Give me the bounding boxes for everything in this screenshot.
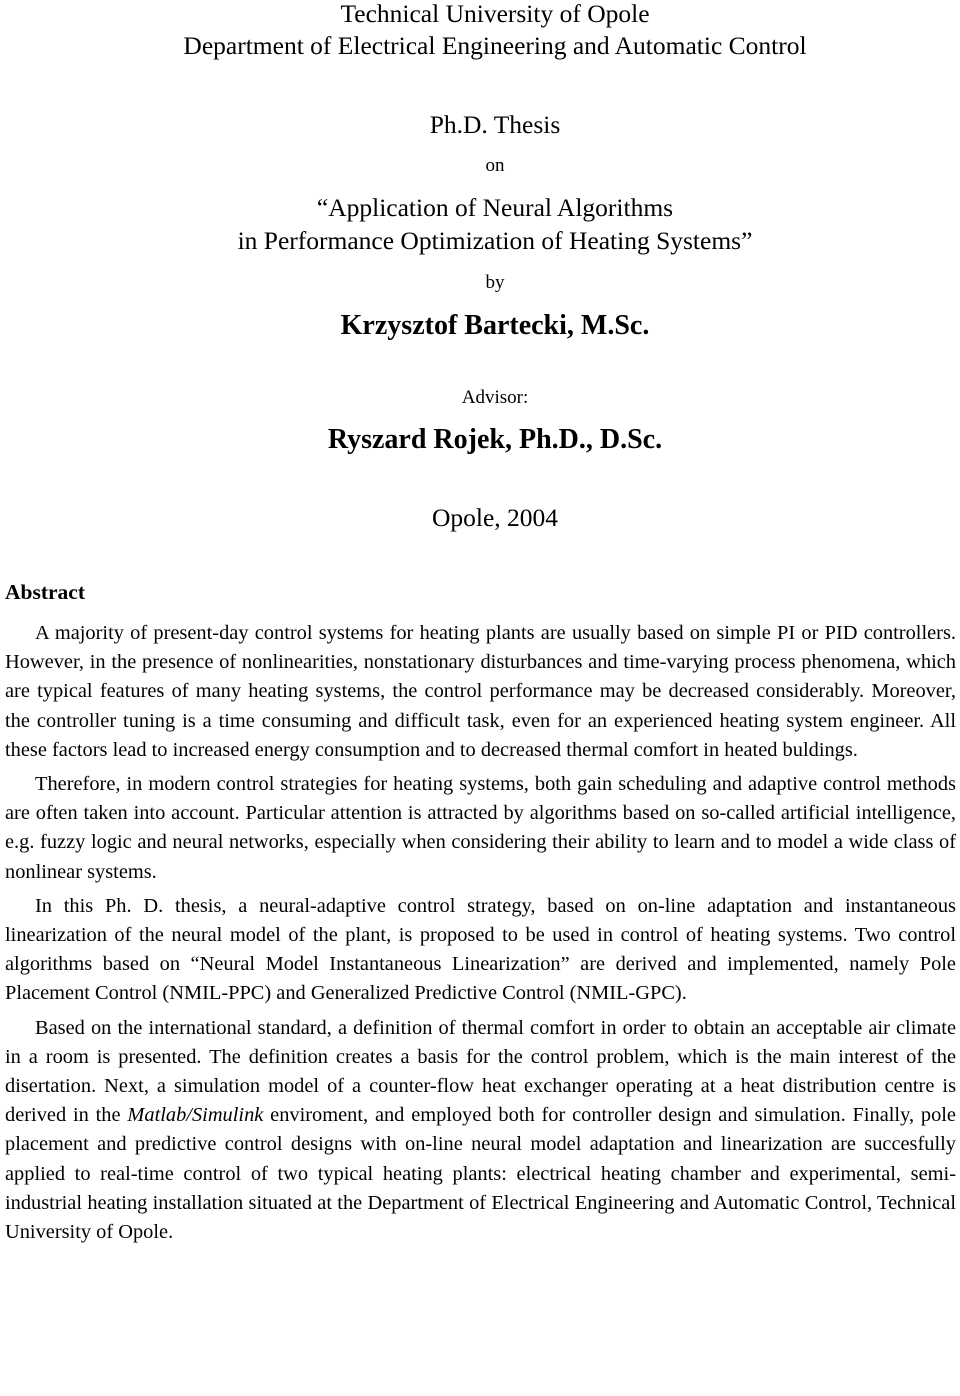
on-label: on bbox=[485, 155, 505, 176]
degree-label: Ph.D. Thesis bbox=[429, 110, 561, 139]
abstract-paragraph-4-part-1: Based on the international standard, a definition of thermal comfort in order to obtain an acceptable air climate in a room is presented. The definition creates a basis for the control problem, which is the main interest of the disertation. Next, a simulation model of a counter-flow heat exchanger operating at a heat distribution centre is derived in the bbox=[5, 1016, 956, 1127]
thesis-title-line-2: in Performance Optimization of Heating Systems” bbox=[237, 226, 753, 255]
by-label: by bbox=[485, 272, 505, 293]
abstract-paragraph-1: A majority of present-day control systems for heating plants are usually based on simple PI or PID controllers. However, in the presence of nonlinearities, nonstationary disturbances and time-varying process phenomena, which are typical features of many heating systems, the control performance may be decreased considerably. Moreover, the controller tuning is a time consuming and difficult task, even for an experienced heating system engineer. All these factors lead to increased energy consumption and to decreased thermal comfort in heated buldings. bbox=[5, 622, 956, 761]
advisor-label: Advisor: bbox=[461, 387, 529, 408]
place-and-year: Opole, 2004 bbox=[431, 503, 559, 532]
thesis-title-line-1: “Application of Neural Algorithms bbox=[316, 193, 674, 222]
university-name: Technical University of Opole bbox=[340, 0, 650, 28]
advisor-name: Ryszard Rojek, Ph.D., D.Sc. bbox=[327, 424, 663, 455]
abstract-paragraph-4-part-2: enviroment, and employed both for controller design and simulation. Finally, pole placement and predictive control designs with on-line neural model adaptation and linearization are succesfully applied to real-time control of two typical heating plants: electrical heating chamber and experimental, semi-industrial heating installation situated at the Department of Electrical Engineering and Automatic Control, Technical University of Opole. bbox=[5, 1104, 956, 1244]
abstract-paragraph-4 bbox=[5, 1014, 956, 1248]
abstract-paragraph-3: In this Ph. D. thesis, a neural-adaptive control strategy, based on on-line adaptation and instantaneous linearization of the neural model of the plant, is proposed to be used in control of heating systems. Two control algorithms based on “Neural Model Instantaneous Linearization” are derived and implemented, namely Pole Placement Control (NMIL-PPC) and Generalized Predictive Control (NMIL-GPC). bbox=[5, 894, 956, 1005]
abstract-paragraph-2: Therefore, in modern control strategies for heating systems, both gain scheduling and adaptive control methods are often taken into account. Particular attention is attracted by algorithms based on so-called artificial intelligence, e.g. fuzzy logic and neural networks, especially when considering their ability to learn and to model a wide class of nonlinear systems. bbox=[5, 773, 956, 883]
software-name: Matlab/Simulink bbox=[127, 1104, 264, 1127]
abstract-heading: Abstract bbox=[5, 580, 86, 604]
author-name: Krzysztof Bartecki, M.Sc. bbox=[340, 310, 650, 341]
department-name: Department of Electrical Engineering and Automatic Control bbox=[183, 31, 807, 60]
abstract-body bbox=[5, 619, 956, 1247]
